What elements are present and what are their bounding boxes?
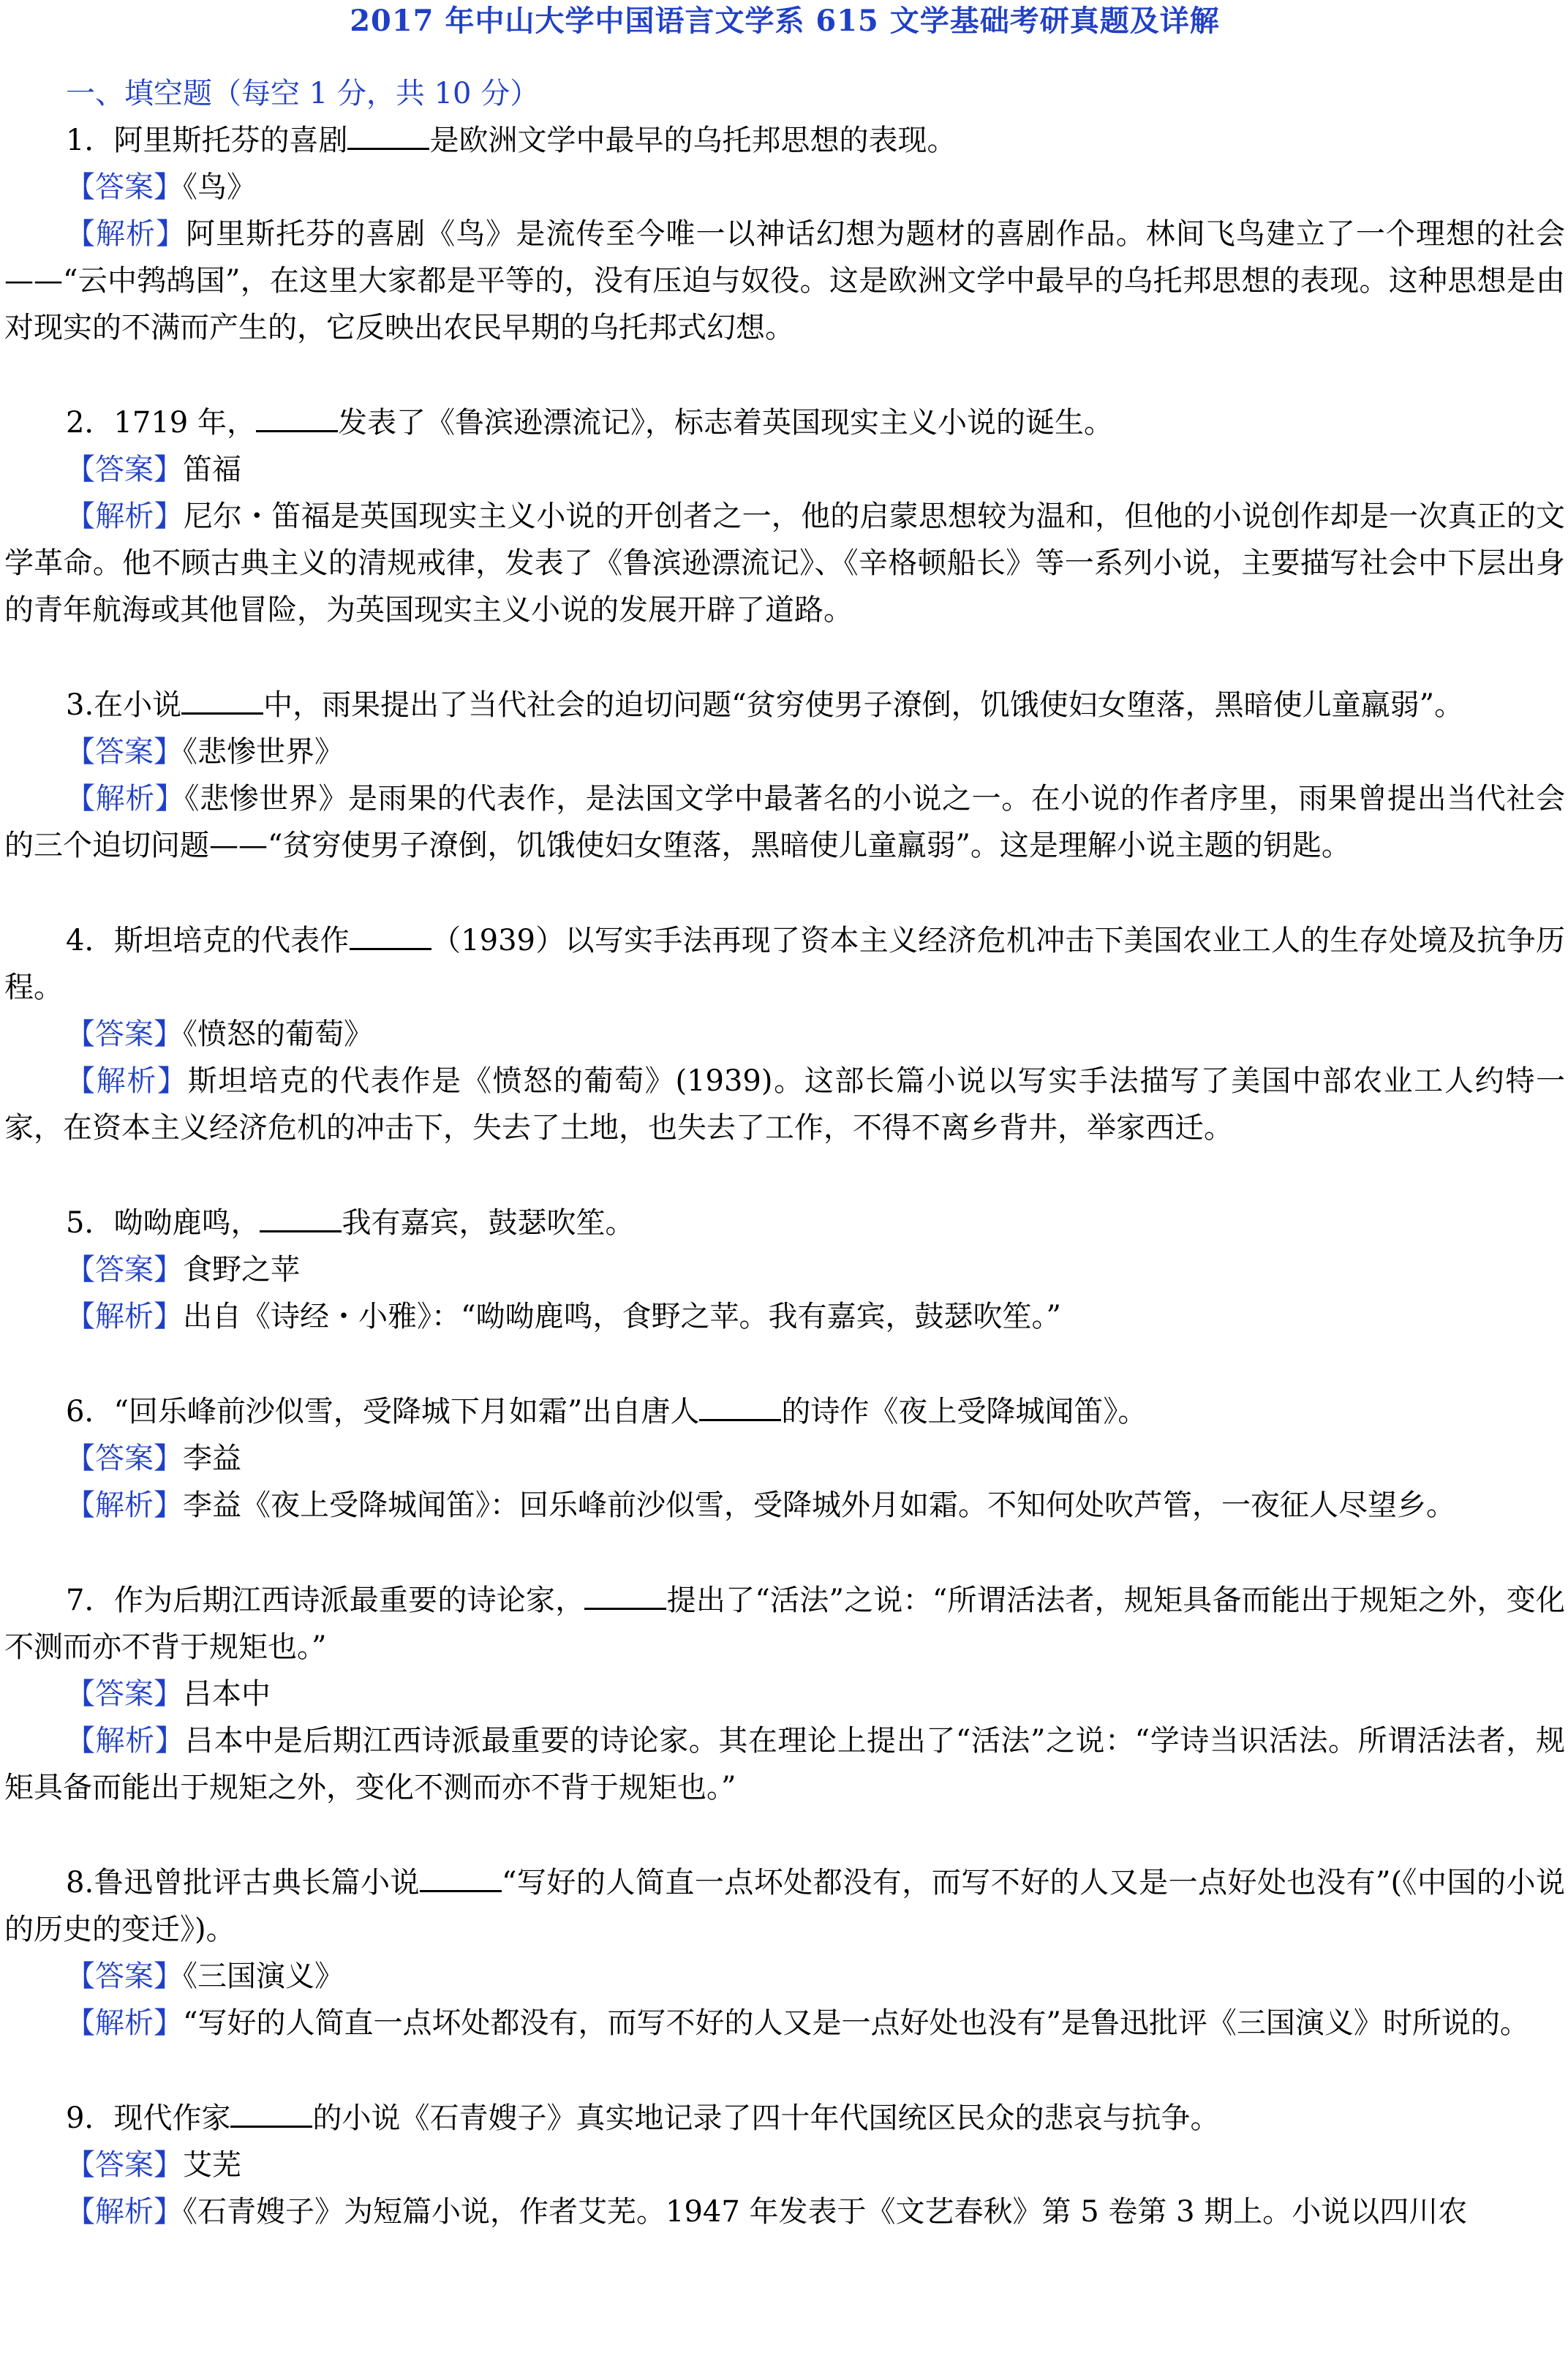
question-stem-before: 6．“回乐峰前沙似雪，受降城下月如霜”出自唐人 [66, 1395, 700, 1428]
answer-line [4, 1671, 1565, 1717]
question-stem-before: 1．阿里斯托芬的喜剧 [66, 124, 348, 157]
question-stem-before: 5．呦呦鹿鸣， [66, 1206, 260, 1240]
explanation-text: “写好的人简直一点坏处都没有，而写不好的人又是一点好处也没有”是鲁迅批评《三国演义》时所说的。 [183, 2006, 1529, 2040]
answer-text: 《愤怒的葡萄》 [183, 1017, 373, 1051]
answer-label: 【答案】 [66, 1017, 183, 1051]
explanation-text: 出自《诗经・小雅》：“呦呦鹿鸣，食野之苹。我有嘉宾，鼓瑟吹笙。” [183, 1300, 1061, 1333]
answer-label: 【答案】 [66, 1253, 183, 1287]
answer-text: 《三国演义》 [183, 1960, 344, 1993]
question-stem [4, 399, 1565, 446]
answer-label: 【答案】 [66, 170, 183, 204]
question-stem-before: 4．斯坦培克的代表作 [66, 924, 350, 957]
explanation-paragraph [4, 211, 1565, 351]
question-stem [4, 1859, 1565, 1953]
answer-text: 《鸟》 [183, 170, 256, 204]
answer-line [4, 1011, 1565, 1058]
question-item [4, 399, 1565, 633]
question-item [4, 117, 1565, 351]
question-item [4, 2095, 1565, 2235]
question-stem-before: 9．现代作家 [66, 2101, 231, 2135]
answer-text: 艾芜 [183, 2148, 241, 2182]
question-stem-after: 的小说《石青嫂子》真实地记录了四十年代国统区民众的悲哀与抗争。 [312, 2101, 1220, 2135]
explanation-label: 【解析】 [66, 1488, 183, 1522]
answer-line [4, 1435, 1565, 1482]
answer-label: 【答案】 [66, 2148, 183, 2182]
answer-text: 食野之苹 [183, 1253, 300, 1287]
explanation-label: 【解析】 [66, 1724, 185, 1758]
question-item [4, 682, 1565, 869]
explanation-label: 【解析】 [66, 217, 186, 251]
answer-line [4, 446, 1565, 493]
question-stem-after: 中，雨果提出了当代社会的迫切问题“贫穷使男子潦倒，饥饿使妇女堕落，黑暗使儿童羸弱”。 [263, 688, 1464, 722]
explanation-paragraph [4, 1058, 1565, 1151]
explanation-paragraph [4, 493, 1565, 633]
question-stem-after: 我有嘉宾，鼓瑟吹笙。 [342, 1206, 635, 1240]
explanation-paragraph [4, 2188, 1565, 2235]
document-title: 2017 年中山大学中国语言文学系 615 文学基础考研真题及详解 [350, 4, 1220, 38]
explanation-text: 尼尔・笛福是英国现实主义小说的开创者之一，他的启蒙思想较为温和，但他的小说创作却是一次真正的文学革命。他不顾古典主义的清规戒律，发表了《鲁滨逊漂流记》、《辛格顿船长》等一系列小说，主要描写社会中下层出身的青年航海或其他冒险，为英国现实主义小说的发展开辟了道路。 [4, 500, 1566, 627]
explanation-label: 【解析】 [66, 1064, 188, 1098]
question-stem-after: 提出了“活法”之说：“所谓活法者，规矩具备而能出于规矩之外，变化不测而亦不背于规矩也。” [4, 1584, 1565, 1664]
answer-label: 【答案】 [66, 1960, 183, 1993]
explanation-label: 【解析】 [66, 2006, 183, 2040]
explanation-label: 【解析】 [66, 2195, 183, 2229]
explanation-label: 【解析】 [66, 500, 184, 533]
explanation-text: 李益《夜上受降城闻笛》：回乐峰前沙似雪，受降城外月如霜。不知何处吹芦管，一夜征人尽望乡。 [183, 1488, 1455, 1522]
fill-in-blank [260, 1205, 342, 1232]
explanation-text: 阿里斯托芬的喜剧《鸟》是流传至今唯一以神话幻想为题材的喜剧作品。林间飞鸟建立了一个理想的社会——“云中鹁鸪国”，在这里大家都是平等的，没有压迫与奴役。这是欧洲文学中最早的乌托邦思想的表现。这种思想是由对现实的不满而产生的，它反映出农民早期的乌托邦式幻想。 [4, 217, 1566, 345]
explanation-text: 《石青嫂子》为短篇小说，作者艾芜。1947 年发表于《文艺春秋》第 5 卷第 3 期上。小说以四川农 [183, 2195, 1468, 2229]
answer-line [4, 2142, 1565, 2188]
question-stem-after: 是欧洲文学中最早的乌托邦思想的表现。 [429, 124, 957, 157]
answer-label: 【答案】 [66, 1677, 183, 1711]
question-stem-after: “写好的人简直一点坏处都没有，而写不好的人又是一点好处也没有”(《中国的小说的历史的变迁》)。 [4, 1866, 1565, 1946]
answer-line [4, 164, 1565, 211]
explanation-text: 《悲惨世界》是雨果的代表作，是法国文学中最著名的小说之一。在小说的作者序里，雨果曾提出当代社会的三个迫切问题——“贫穷使男子潦倒，饥饿使妇女堕落，黑暗使儿童羸弱”。这是理解小说主题的钥匙。 [4, 782, 1566, 862]
explanation-paragraph [4, 775, 1565, 869]
explanation-text: 吕本中是后期江西诗派最重要的诗论家。其在理论上提出了“活法”之说：“学诗当识活法。所谓活法者，规矩具备而能出于规矩之外，变化不测而亦不背于规矩也。” [4, 1724, 1565, 1804]
question-stem [4, 1577, 1565, 1671]
explanation-paragraph [4, 1293, 1565, 1340]
answer-text: 吕本中 [183, 1677, 271, 1711]
question-stem-before: 2．1719 年， [66, 406, 256, 440]
question-stem-before: 3.在小说 [66, 688, 182, 722]
fill-in-blank [256, 405, 338, 432]
explanation-text: 斯坦培克的代表作是《愤怒的葡萄》(1939)。这部长篇小说以写实手法描写了美国中部农业工人约特一家，在资本主义经济危机的冲击下，失去了土地，也失去了工作，不得不离乡背井，举家西迁。 [4, 1064, 1565, 1145]
question-stem-before: 7．作为后期江西诗派最重要的诗论家， [66, 1584, 585, 1617]
question-item [4, 917, 1565, 1151]
question-stem [4, 682, 1565, 729]
answer-text: 李益 [183, 1442, 241, 1475]
answer-label: 【答案】 [66, 1442, 183, 1475]
explanation-paragraph [4, 2000, 1565, 2047]
answer-label: 【答案】 [66, 453, 183, 486]
question-stem-before: 8.鲁迅曾批评古典长篇小说 [66, 1866, 420, 1900]
question-stem [4, 1200, 1565, 1246]
section-heading: 一、填空题（每空 1 分，共 10 分） [66, 77, 540, 110]
question-stem [4, 2095, 1565, 2142]
explanation-paragraph [4, 1717, 1565, 1811]
question-item [4, 1200, 1565, 1340]
question-stem-after: 发表了《鲁滨逊漂流记》，标志着英国现实主义小说的诞生。 [337, 406, 1113, 440]
question-item [4, 1577, 1565, 1811]
answer-line [4, 1246, 1565, 1293]
fill-in-blank [584, 1583, 666, 1610]
answer-text: 笛福 [183, 453, 241, 486]
fill-in-blank [350, 923, 431, 950]
answer-text: 《悲惨世界》 [183, 735, 344, 769]
question-stem [4, 117, 1565, 164]
question-stem [4, 1388, 1565, 1435]
question-stem-after: 的诗作《夜上受降城闻笛》。 [781, 1395, 1147, 1428]
question-stem [4, 917, 1565, 1011]
question-item [4, 1859, 1565, 2047]
fill-in-blank [181, 688, 263, 715]
fill-in-blank [347, 123, 429, 150]
explanation-label: 【解析】 [66, 782, 185, 816]
fill-in-blank [230, 2101, 312, 2128]
question-list [4, 117, 1565, 2235]
explanation-label: 【解析】 [66, 1300, 183, 1333]
fill-in-blank [699, 1394, 781, 1421]
question-stem-after: （1939）以写实手法再现了资本主义经济危机冲击下美国农业工人的生存处境及抗争历程。 [4, 924, 1566, 1004]
explanation-paragraph [4, 1482, 1565, 1529]
question-item [4, 1388, 1565, 1529]
answer-label: 【答案】 [66, 735, 183, 769]
answer-line [4, 729, 1565, 775]
fill-in-blank [420, 1865, 502, 1892]
answer-line [4, 1953, 1565, 2000]
